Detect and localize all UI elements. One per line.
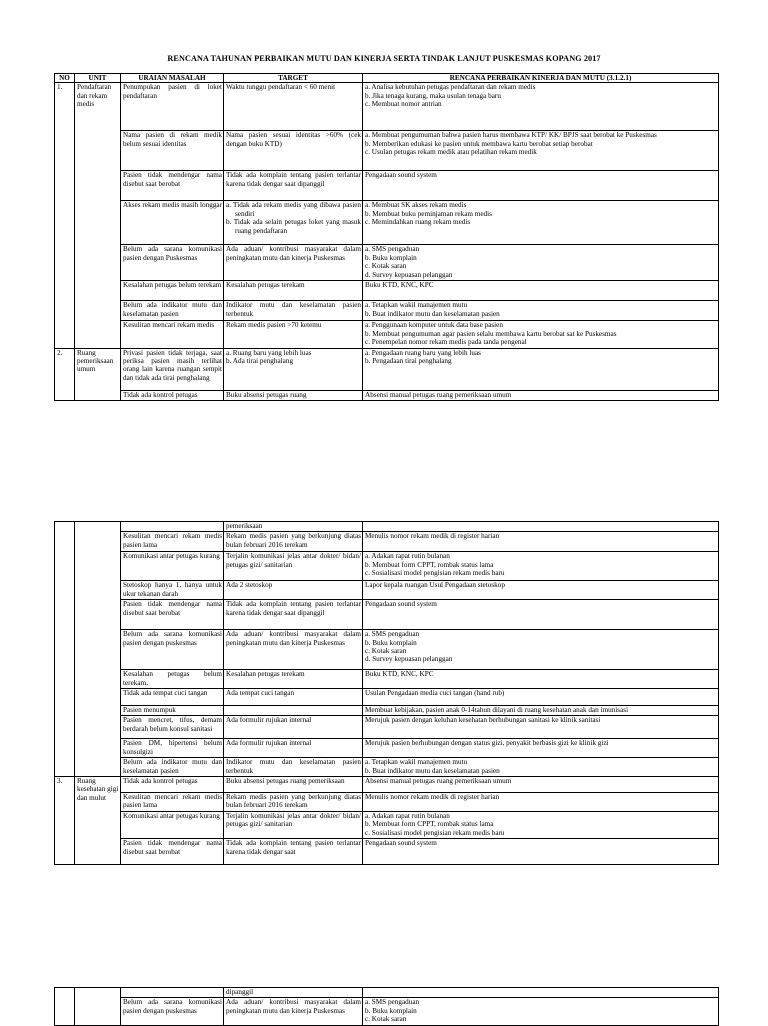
uraian-cell: Belum ada sarana komunikasi pasien dengan puskesmas — [121, 630, 224, 670]
cell-line: b. Ada tirai penghalang — [226, 357, 294, 366]
unit-name-cell — [75, 988, 121, 1026]
rencana-item: b. Memberikan edukasi ke pasien untuk membawa kartu berobat setiap berobat — [365, 139, 593, 148]
rencana-item: c. Sosialisasi model pengisian rekam medis baru — [365, 569, 505, 578]
target-cell: Tidak ada komplain tentang pasien terlantar karena tidak dengar saat dipanggil — [224, 171, 363, 201]
rencana-item: Absensi manual petugas ruang pemeriksaan umum — [365, 390, 512, 399]
uraian-cell — [121, 522, 224, 532]
rencana-item: b. Membuat buku peminjaman rekam medis — [365, 209, 492, 218]
target-cell: Ada aduan/ kontribusi masyarakat dalam peningkatan mutu dan kinerja Puskesmas — [224, 630, 363, 670]
rencana-item: Merujuk pasien berhubungan dengan status gizi, penyakit berbasis gizi ke klinik gizi — [365, 739, 609, 748]
rencana-cell — [363, 83, 719, 131]
header-target: TARGET — [224, 74, 363, 83]
uraian-cell: Belum ada sarana komunikasi pasien dengan puskesmas — [121, 998, 224, 1026]
target-cell: Terjalin komunikasi jelas antar dokter/ bidan/ petugas gizi/ sanitarian — [224, 812, 363, 839]
uraian-cell: Tidak ada kontrol petugas — [121, 777, 224, 793]
table-row — [55, 670, 719, 689]
rencana-item: a. SMS pengaduan — [365, 245, 420, 254]
rencana-item: a. Adakan rapat rutin bulanan — [365, 812, 450, 821]
uraian-cell: Akses rekam medis masih longgar — [121, 201, 224, 245]
unit-number-cell: 1. — [55, 83, 75, 348]
target-cell: Tidak ada komplain tentang pasien terlantar karena tidak dengar saat dipanggil — [224, 600, 363, 630]
table-row — [55, 171, 719, 201]
rencana-cell — [363, 706, 719, 716]
rencana-item: a. Analisa kebutuhan petugas pendaftaran dan rekam medis — [365, 83, 536, 92]
rencana-cell — [363, 988, 719, 998]
target-cell: Kesalahan petugas terekam — [224, 281, 363, 301]
rencana-item: Usulan Pengadaan media cuci tangan (hand rub) — [365, 689, 505, 698]
uraian-cell: Pasien tidak mendengar nama disebut saat berobat — [121, 839, 224, 865]
rencana-item: Lapor kepala ruangan Usul Pengadaan stetoskop — [365, 581, 505, 590]
header-no: NO — [55, 74, 75, 83]
uraian-cell: Pasien DM, hipertensi belum konsulgizi — [121, 739, 224, 758]
rencana-cell — [363, 301, 719, 321]
target-cell: Nama pasien sesuai identitas >60% (cek dengan buku KTD) — [224, 131, 363, 171]
uraian-cell: Pasien menumpuk — [121, 706, 224, 716]
plan-table-page-2 — [54, 521, 719, 865]
target-cell — [224, 201, 363, 245]
rencana-item: b. Buku komplain — [365, 1006, 417, 1015]
rencana-item: b. Pengadaan tirai penghalang — [365, 357, 452, 366]
rencana-item: a. Tetapkan wakil manajemen mutu — [365, 301, 468, 310]
rencana-item: d. Survey kepuasan pelanggan — [365, 655, 453, 664]
plan-table-page-1 — [54, 73, 719, 401]
rencana-cell — [363, 739, 719, 758]
unit-name-cell: Ruang pemeriksaan umum — [75, 348, 121, 400]
table-row — [55, 348, 719, 390]
unit-number-cell — [55, 522, 75, 777]
cell-line: a. Ruang baru yang lebih luas — [226, 348, 312, 357]
header-unit: UNIT — [75, 74, 121, 83]
rencana-cell — [363, 245, 719, 281]
rencana-item: a. Pengadaan ruang baru yang lebih luas — [365, 348, 481, 357]
target-cell: Buku absensi petugas ruang — [224, 390, 363, 400]
uraian-cell: Belum ada indikator mutu dan keselamatan pasien — [121, 758, 224, 777]
rencana-item: c. Kotak saran — [365, 647, 407, 656]
table-row — [55, 812, 719, 839]
rencana-item: a. Penggunaan komputer untuk data base pasien — [365, 321, 503, 330]
page-3-body — [55, 988, 719, 1026]
rencana-cell — [363, 321, 719, 348]
header-rencana: RENCANA PERBAIKAN KINERJA DAN MUTU (3.1.2.1) — [363, 74, 719, 83]
rencana-item: Pengadaan sound system — [365, 171, 437, 180]
rencana-item: Buku KTD, KNC, KPC — [365, 281, 434, 290]
rencana-item: b. Buku komplain — [365, 253, 417, 262]
unit-name-cell: Pendaftaran dan rekam medis — [75, 83, 121, 348]
rencana-item: Pengadaan sound system — [365, 600, 437, 609]
rencana-item: a. Tetapkan wakil manajemen mutu — [365, 758, 468, 767]
uraian-cell: Komunikasi antar petugas kurang — [121, 552, 224, 581]
rencana-item: b. Buku komplain — [365, 638, 417, 647]
table-row — [55, 522, 719, 532]
rencana-item: b. Membuat form CPPT, rombak status lama — [365, 560, 494, 569]
rencana-cell — [363, 777, 719, 793]
table-row — [55, 777, 719, 793]
table-row — [55, 998, 719, 1026]
rencana-item: c. Kotak saran — [365, 262, 407, 271]
table-row — [55, 988, 719, 998]
rencana-item: d. Survey kepuasan pelanggan — [365, 270, 453, 279]
rencana-cell — [363, 348, 719, 390]
rencana-cell — [363, 812, 719, 839]
rencana-item: b. Buat indikator mutu dan keselamatan pasien — [365, 766, 500, 775]
table-row — [55, 689, 719, 706]
rencana-item: b. Jika tenaga kurang, maka usulan tenaga baru — [365, 91, 501, 100]
uraian-cell: Nama pasien di rekam medik belum sesuai identitas — [121, 131, 224, 171]
unit-number-cell — [55, 988, 75, 1026]
rencana-cell — [363, 171, 719, 201]
uraian-cell: Belum ada indikator mutu dan keselamatan pasien — [121, 301, 224, 321]
table-row — [55, 758, 719, 777]
target-cell: Ada formulir rujukan internal — [224, 716, 363, 739]
uraian-cell: Komunikasi antar petugas kurang — [121, 812, 224, 839]
target-cell: Tidak ada komplain tentang pasien terlantar karena tidak dengar saat — [224, 839, 363, 865]
page-2-body — [55, 522, 719, 865]
rencana-item: b. Buat indikator mutu dan keselamatan pasien — [365, 309, 500, 318]
rencana-cell — [363, 581, 719, 600]
page-1-body — [55, 83, 719, 401]
target-cell: Ada 2 stetoskop — [224, 581, 363, 600]
target-cell: Kesalahan petugas terekam — [224, 670, 363, 689]
table-row — [55, 793, 719, 812]
rencana-item: a. Adakan rapat rutin bulanan — [365, 552, 450, 561]
rencana-cell — [363, 201, 719, 245]
target-cell: Indikator mutu dan keselamatan pasien terbentuk — [224, 301, 363, 321]
rencana-item: a. SMS pengaduan — [365, 998, 420, 1007]
rencana-item: a. Membuat SK akses rekam medis — [365, 201, 467, 210]
rencana-cell — [363, 552, 719, 581]
rencana-item: Absensi manual petugas ruang pemeriksaan umum — [365, 777, 512, 786]
rencana-item: Menulis nomor rekam medik di register harian — [365, 793, 500, 802]
table-row — [55, 839, 719, 865]
uraian-cell: Stetoskop hanya 1, hanya untuk ukur tekanan darah — [121, 581, 224, 600]
rencana-item: b. Membuat form CPPT, rombak status lama — [365, 820, 494, 829]
target-cell: Waktu tunggu pendaftaran < 60 menit — [224, 83, 363, 131]
table-row — [55, 706, 719, 716]
uraian-cell: Penumpukan pasien di loket pendaftaran — [121, 83, 224, 131]
rencana-cell — [363, 793, 719, 812]
rencana-item: a. Membuat pengumuman bahwa pasien harus membawa KTP/ KK/ BPJS saat berobat ke Puskesmas — [365, 131, 657, 140]
target-cell: Ada tempat cuci tangan — [224, 689, 363, 706]
target-cell — [224, 706, 363, 716]
table-row — [55, 581, 719, 600]
uraian-cell: Tidak ada kontrol petugas — [121, 390, 224, 400]
table-row — [55, 201, 719, 245]
rencana-cell — [363, 522, 719, 532]
rencana-item: c. Membuat nomor antrian — [365, 100, 442, 109]
uraian-cell: Kesalahan petugas belum terekam, — [121, 670, 224, 689]
rencana-cell — [363, 670, 719, 689]
table-row — [55, 532, 719, 552]
target-cell: dipanggil — [224, 988, 363, 998]
plan-table-page-3 — [54, 987, 719, 1026]
cell-line: b. Tidak ada selain petugas loket yang masuk ruang pendaftaran — [226, 218, 361, 235]
rencana-cell — [363, 716, 719, 739]
unit-number-cell: 3. — [55, 777, 75, 865]
table-row — [55, 600, 719, 630]
rencana-item: b. Membuat pengumuman agar pasien selalu membawa kartu berobat sat ke Puskesmas — [365, 329, 617, 338]
table-row — [55, 716, 719, 739]
rencana-cell — [363, 532, 719, 552]
rencana-item: c. Usulan petugas rekam medik atau pelatihan rekam medik — [365, 148, 537, 157]
rencana-cell — [363, 689, 719, 706]
cell-line: a. Tidak ada rekam medis yang dibawa pasien sendiri — [226, 201, 361, 218]
table-row — [55, 552, 719, 581]
table-header-row — [55, 74, 719, 83]
table-row — [55, 630, 719, 670]
target-cell: pemeriksaan — [224, 522, 363, 532]
uraian-cell: Pasien tidak mendengar nama disebut saat berobat — [121, 600, 224, 630]
table-row — [55, 245, 719, 281]
rencana-item: Menulis nomor rekam medik di register harian — [365, 532, 500, 541]
target-cell: Rekam medis pasien yang berkunjung diatas bulan februari 2016 terekam — [224, 532, 363, 552]
uraian-cell: Pasien tidak mendengar nama disebut saat berobat — [121, 171, 224, 201]
target-cell: Buku absensi petugas ruang pemeriksaan — [224, 777, 363, 793]
table-row — [55, 83, 719, 131]
uraian-cell: Kesalahan petugas belum terekam — [121, 281, 224, 301]
table-row — [55, 390, 719, 400]
rencana-cell — [363, 998, 719, 1026]
uraian-cell: Kesulitan mencari rekam medis — [121, 321, 224, 348]
rencana-cell — [363, 758, 719, 777]
uraian-cell: Kesulitan mencari rekam medis pasien lama — [121, 532, 224, 552]
rencana-item: Pengadaan sound system — [365, 839, 437, 848]
target-cell: Ada aduan/ kontribusi masyarakat dalam peningkatan mutu dan kinerja Puskesmas — [224, 998, 363, 1026]
table-row — [55, 281, 719, 301]
uraian-cell: Pasien mencret, tifus, demam berdarah belum konsul sanitasi — [121, 716, 224, 739]
header-uraian: URAIAN MASALAH — [121, 74, 224, 83]
unit-name-cell — [75, 522, 121, 777]
rencana-cell — [363, 600, 719, 630]
table-row — [55, 131, 719, 171]
uraian-cell: Privasi pasien tidak terjaga, saat periksa pasien masih terlihat orang lain karena ruangan sempit dan tidak ada tirai penghalang — [121, 348, 224, 390]
rencana-cell — [363, 630, 719, 670]
rencana-item: a. SMS pengaduan — [365, 630, 420, 639]
rencana-cell — [363, 131, 719, 171]
rencana-cell — [363, 390, 719, 400]
unit-name-cell: Ruang kesehatan gigi dan mulut — [75, 777, 121, 865]
uraian-cell — [121, 988, 224, 998]
target-cell: Ada aduan/ kontribusi masyarakat dalam peningkatan mutu dan kinerja Puskesmas — [224, 245, 363, 281]
target-cell: Rekam medis pasien yang berkunjung diatas bulan februari 2016 terekam — [224, 793, 363, 812]
rencana-item: Merujuk pasien dengan keluhan kesehatan berhubungan sanitasi ke klinik sanitasi — [365, 716, 601, 725]
uraian-cell: Kesulitan mencari rekam medis pasien lama — [121, 793, 224, 812]
target-cell: Terjalin komunikasi jelas antar dokter/ bidan/ petugas gizi/ sanitarian — [224, 552, 363, 581]
rencana-item: c. Memindahkan ruang rekam medis — [365, 218, 471, 227]
rencana-cell — [363, 839, 719, 865]
uraian-cell: Belum ada sarana komunikasi pasien dengan Puskesmas — [121, 245, 224, 281]
target-cell: Indikator mutu dan keselamatan pasien terbentuk — [224, 758, 363, 777]
rencana-item: c. Sosialisasi model pengisian rekam medis baru — [365, 828, 505, 837]
rencana-cell — [363, 281, 719, 301]
table-row — [55, 739, 719, 758]
target-cell: Ada formulir rujukan internal — [224, 739, 363, 758]
rencana-item: c. Penempelan nomor rekam medis pada tanda pengenal — [365, 338, 527, 347]
unit-number-cell: 2. — [55, 348, 75, 400]
document-title: RENCANA TAHUNAN PERBAIKAN MUTU DAN KINERJA SERTA TINDAK LANJUT PUSKESMAS KOPANG 2017 — [167, 54, 601, 63]
target-cell — [224, 348, 363, 390]
rencana-item: Buku KTD, KNC, KPC — [365, 670, 434, 679]
rencana-item: c. Kotak saran — [365, 1015, 407, 1024]
table-row — [55, 301, 719, 321]
table-row — [55, 321, 719, 348]
rencana-item: Membuat kebijakan, pasien anak 0-14tahun dilayani di ruang kesehatan anak dan imunisasi — [365, 706, 629, 715]
uraian-cell: Tidak ada tempat cuci tangan — [121, 689, 224, 706]
target-cell: Rekam medis pasien >70 ketemu — [224, 321, 363, 348]
